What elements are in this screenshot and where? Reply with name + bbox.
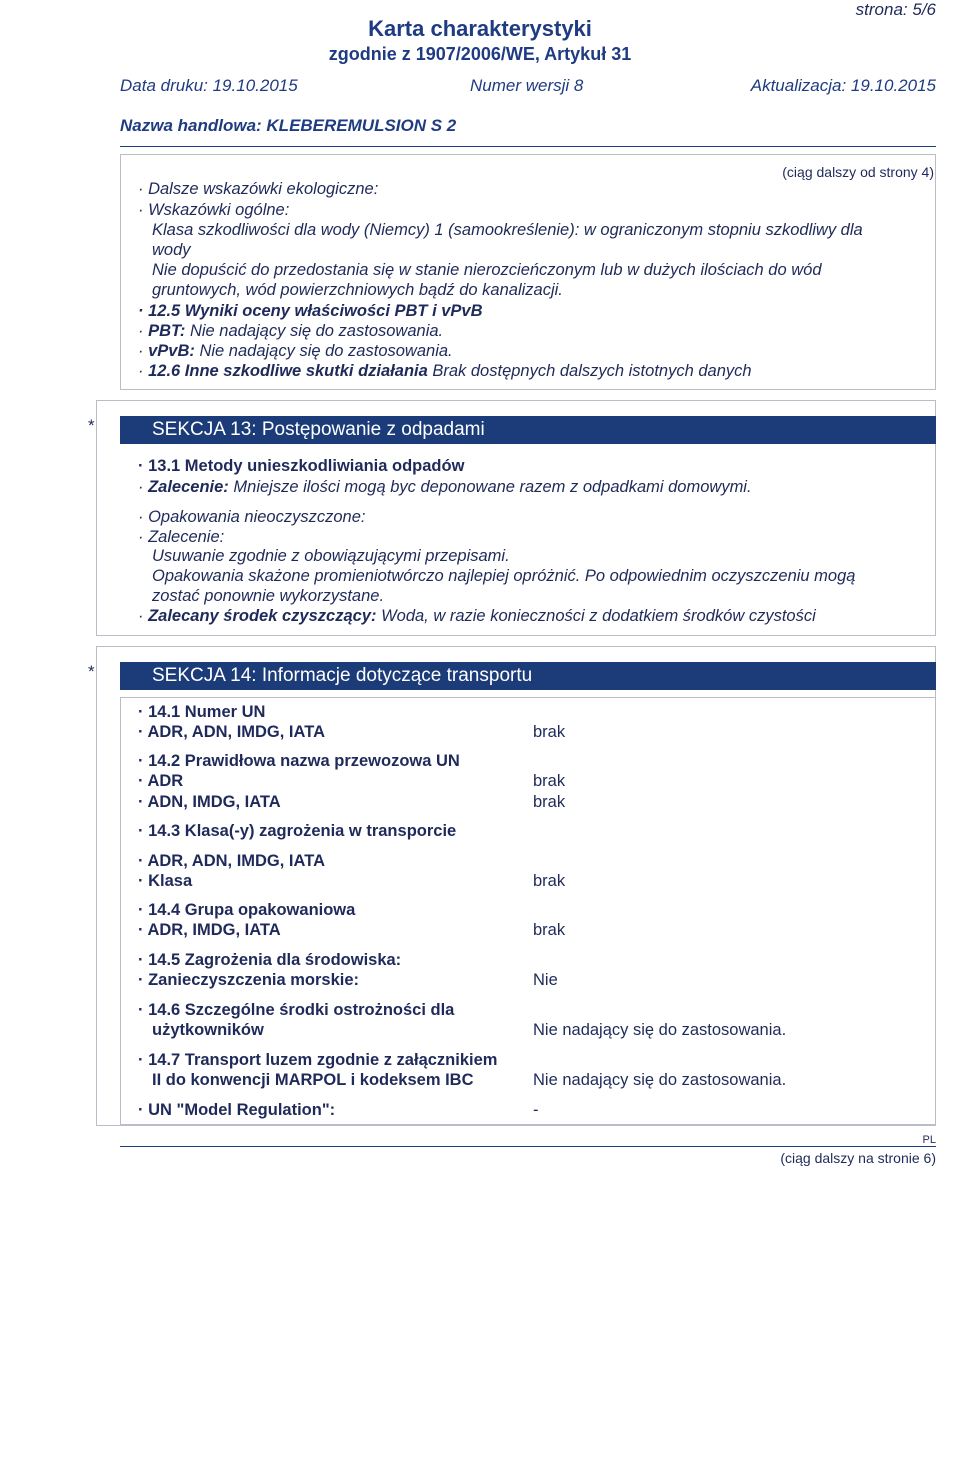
- other-effects-label: 12.6 Inne szkodliwe skutki działania: [148, 362, 428, 380]
- shipping-name-heading: · 14.2 Prawidłowa nazwa przewozowa UN: [138, 752, 460, 771]
- section14-star: *: [88, 662, 95, 681]
- section13-title: SEKCJA 13: Postępowanie z odpadami: [152, 419, 485, 440]
- pbt-heading: · 12.5 Wyniki oceny właściwości PBT i vPvB: [138, 302, 483, 321]
- general-text-3: Nie dopuścić do przedostania się w stanie nierozcieńczonym lub w dużych ilościach do wód: [152, 261, 822, 279]
- shipping-name-adr-value: brak: [533, 772, 566, 790]
- env-hazards-heading: · 14.5 Zagrożenia dla środowiska:: [138, 951, 401, 970]
- packing-group-value: brak: [533, 921, 566, 939]
- shipping-name-adr: · ADR: [138, 772, 183, 791]
- section13-star: *: [88, 416, 95, 435]
- hazard-class-label: · Klasa: [138, 872, 192, 891]
- packing-group-heading: · 14.4 Grupa opakowaniowa: [138, 901, 355, 920]
- section13-header: [120, 416, 936, 444]
- hazard-class-value: brak: [533, 872, 566, 890]
- footer-divider: [120, 1146, 936, 1147]
- special-precautions-value: Nie nadający się do zastosowania.: [533, 1021, 787, 1039]
- methods-heading: · 13.1 Metody unieszkodliwiania odpadów: [138, 457, 464, 476]
- document-subtitle: zgodnie z 1907/2006/WE, Artykuł 31: [328, 44, 632, 64]
- uncleaned-packaging-label: · Opakowania nieoczyszczone:: [138, 508, 365, 527]
- print-date: Data druku: 19.10.2015: [120, 76, 298, 95]
- marine-pollutant-value: Nie: [533, 971, 558, 989]
- other-effects-value: Brak dostępnych dalszych istotnych danych: [432, 362, 752, 380]
- cleaning-agent-row: [138, 607, 816, 626]
- recommendation-value: Mniejsze ilości mogą byc deponowane razem z odpadkami domowymi.: [233, 478, 752, 496]
- document-title: Karta charakterystyki: [368, 16, 592, 41]
- vpvb-label: vPvB:: [148, 342, 195, 360]
- recommendation2-line2: Opakowania skażone promieniotwórczo najlepiej opróżnić. Po odpowiednim oczyszczeniu mogą: [152, 567, 856, 585]
- un-number-value: brak: [533, 723, 566, 741]
- general-text-2: wody: [152, 241, 191, 259]
- shipping-name-other-value: brak: [533, 793, 566, 811]
- continued-on: (ciąg dalszy na stronie 6): [780, 1150, 936, 1166]
- bulk-transport-value: Nie nadający się do zastosowania.: [533, 1071, 787, 1089]
- special-precautions-heading-1: · 14.6 Szczególne środki ostrożności dla: [138, 1001, 454, 1020]
- recommendation-label: Zalecenie:: [148, 478, 229, 496]
- un-number-modes: · ADR, ADN, IMDG, IATA: [138, 723, 325, 742]
- marine-pollutant-label: · Zanieczyszczenia morskie:: [138, 971, 359, 990]
- recommendation2-line3: zostać ponownie wykorzystane.: [152, 587, 385, 605]
- packing-group-modes: · ADR, IMDG, IATA: [138, 921, 281, 940]
- trade-name: Nazwa handlowa: KLEBEREMULSION S 2: [120, 116, 457, 135]
- general-text-4: gruntowych, wód powierzchniowych bądź do kanalizacji.: [152, 281, 563, 299]
- hazard-class-modes: · ADR, ADN, IMDG, IATA: [138, 852, 325, 871]
- header-divider: [120, 146, 936, 147]
- section14-title: SEKCJA 14: Informacje dotyczące transportu: [152, 665, 533, 686]
- un-number-heading: · 14.1 Numer UN: [138, 703, 265, 722]
- cleaning-agent-value: Woda, w razie konieczności z dodatkiem środków czystości: [381, 607, 816, 625]
- hazard-class-heading: · 14.3 Klasa(-y) zagrożenia w transporcie: [138, 822, 456, 841]
- recommendation2-line1: Usuwanie zgodnie z obowiązującymi przepisami.: [152, 547, 510, 565]
- language-code: PL: [922, 1134, 936, 1146]
- continued-from: (ciąg dalszy od strony 4): [782, 164, 934, 180]
- page-number: strona: 5/6: [855, 0, 936, 19]
- general-label: · Wskazówki ogólne:: [138, 201, 289, 220]
- special-precautions-heading-2: użytkowników: [152, 1021, 264, 1039]
- version-number: Numer wersji 8: [470, 76, 584, 95]
- update-date: Aktualizacja: 19.10.2015: [750, 76, 936, 95]
- general-text-1: Klasa szkodliwości dla wody (Niemcy) 1 (samookreślenie): w ograniczonym stopniu szkodliwy dla: [152, 221, 863, 239]
- model-regulation-label: · UN "Model Regulation":: [138, 1101, 335, 1120]
- eco-label: · Dalsze wskazówki ekologiczne:: [138, 180, 378, 199]
- pbt-label: PBT:: [148, 322, 186, 340]
- pbt-value: Nie nadający się do zastosowania.: [189, 322, 444, 340]
- vpvb-row: [138, 342, 453, 361]
- shipping-name-other: · ADN, IMDG, IATA: [138, 793, 281, 812]
- bulk-transport-heading-2: II do konwencji MARPOL i kodeksem IBC: [152, 1071, 474, 1089]
- section14-header: [120, 662, 936, 690]
- vpvb-value: Nie nadający się do zastosowania.: [199, 342, 453, 360]
- bulk-transport-heading-1: · 14.7 Transport luzem zgodnie z załącznikiem: [138, 1051, 497, 1070]
- recommendation2-label: · Zalecenie:: [138, 528, 224, 547]
- cleaning-agent-label: Zalecany środek czyszczący:: [148, 607, 377, 625]
- recommendation-row: [138, 478, 752, 497]
- other-effects-row: [138, 362, 752, 381]
- model-regulation-value: -: [533, 1101, 539, 1119]
- pbt-row: [138, 322, 443, 341]
